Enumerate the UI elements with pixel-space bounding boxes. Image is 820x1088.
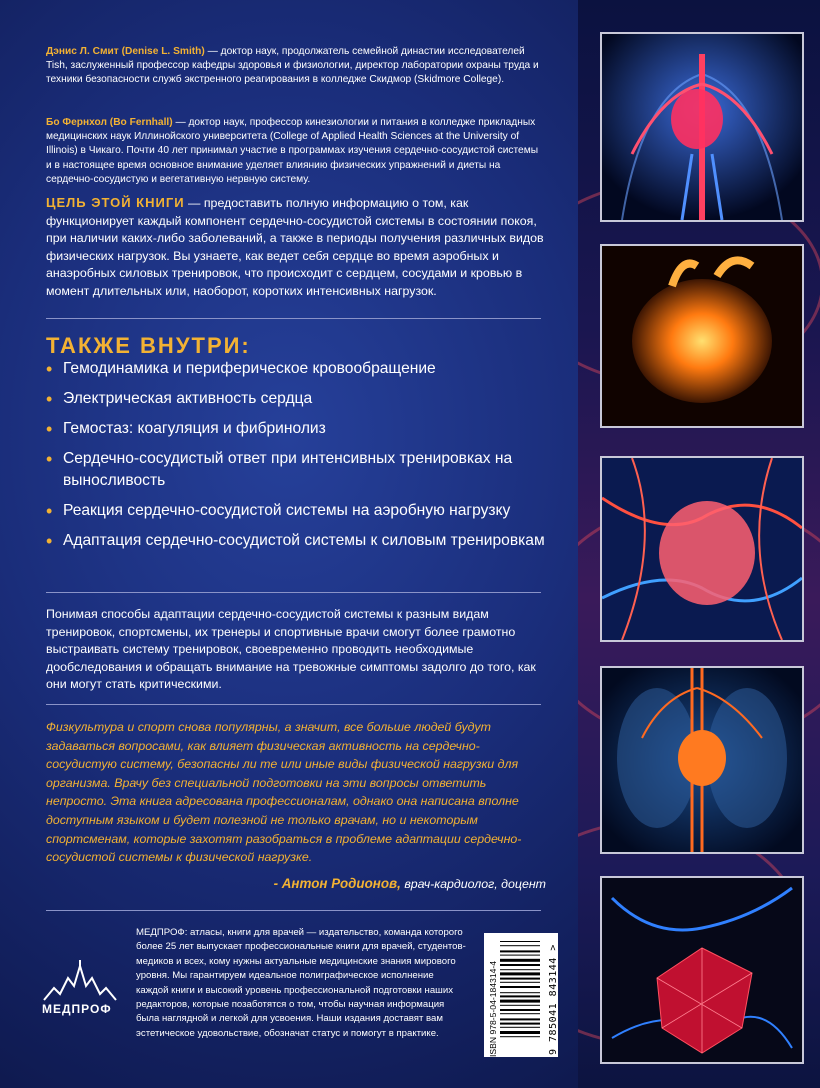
publisher-description: МЕДПРОФ: атласы, книги для врачей — издательство, команда которого более 25 лет выпускает профессиональные книги для врачей, студентов-медиков и всех, кому нужны актуальные медицинские знания мирового уровня. Мы гарантируем идеальное полиграфическое исполнение каждой книги и высокий уровень профессиональной подготовки наших редакторов, которые позаботятся о том, чтобы научная информация была наглядной и легкой для усвоения. Наши издания доставят вам эстетическое удовольствие, обозначат статус и помогут в практике. [136,927,466,1039]
divider [46,318,541,319]
polygon-heart-image [600,876,804,1064]
also-inside-title: ТАКЖЕ ВНУТРИ: [46,333,251,358]
author-name-fernhall: Бо Фернхол (Bo Fernhall) [46,117,173,128]
goal-heading: ЦЕЛЬ ЭТОЙ КНИГИ [46,195,185,210]
list-item: • Электрическая активность сердца [46,389,313,409]
bullet-icon: • [46,359,53,379]
author-bio-fernhall [46,116,546,187]
author-bio-smith [46,45,546,88]
quote-author [46,876,546,891]
also-inside-list [46,358,546,560]
publisher-logo-text: МЕДПРОФ [42,1002,112,1016]
body-circulation-image [600,32,804,222]
quote-author-role: врач-кардиолог, доцент [400,877,546,891]
list-item: • Гемодинамика и периферическое кровообращение [46,359,436,379]
bullet-icon: • [46,449,53,469]
book-goal [46,194,546,301]
barcode-number: 9 785041 843144 > [548,944,559,1055]
chest-heart-image [600,666,804,854]
list-item: • Реакция сердечно-сосудистой системы на аэробную нагрузку [46,501,511,521]
goal-text: — предоставить полную информацию о том, как функционирует каждый компонент сердечно-сосудистой системы в состоянии покоя, при наличии каких-либо заболеваний, а также в периоды получения различных видов физических нагрузок. Вы узнаете, как ведет себя сердце во время аэробных и анаэробных силовых тренировок, что происходит с сердцем, сосудами и кровью в момент длительных или, наоборот, коротких интенсивных нагрузок. [46,196,544,298]
review-quote: Физкультура и спорт снова популярны, а значит, все больше людей будут задаваться вопросами, как влияет физическая активность на сердечно-сосудистую систему, безопасны ли те или иные виды физической нагрузки для организма. Врачу без специальной подготовки на эти вопросы ответить непросто. Эта книга адресована профессионалам, однако она написана вполне доступным языком и будет полезной не только врачам, но и некоторым спортсменам, которые захотят разобраться в проблеме адаптации сердечно-сосудистой системы к физической нагрузке. [46,720,522,865]
divider [46,704,541,705]
author-bio-smith-text: — доктор наук, продолжатель семейной династии исследователей Tish, заслуженный профессор кафедры здоровья и физиологии, директор лаборатории охраны труда и техники безопасности служб экстренного реагирования в колледже Скидмор (Skidmore College). [46,46,539,86]
bullet-icon: • [46,501,53,521]
heart-vessels-image [600,456,804,642]
author-bio-fernhall-text: — доктор наук, профессор кинезиологии и питания в колледже прикладных медицинских наук Иллинойского университета (College of Applied Health Sciences at the University of Illinois) в Чикаго. Почти 40 лет принимал участие в программах изучения сердечно-сосудистой системы и в настоящее время основное внимание уделяет влиянию физических упражнений и диеты на сердечно-сосудистую и вегетативную нервную систему. [46,117,539,185]
list-item: • Гемостаз: коагуляция и фибринолиз [46,419,326,439]
author-name-smith: Дэнис Л. Смит (Denise L. Smith) [46,46,205,57]
quote-author-name: - Антон Родионов, [273,876,401,891]
isbn-text: ISBN 978-5-04-184314-4 [488,960,498,1057]
bullet-icon: • [46,419,53,439]
list-item: • Сердечно-сосудистый ответ при интенсивных тренировках на выносливость [46,449,513,489]
list-item: • Адаптация сердечно-сосудистой системы к силовым тренировкам [46,531,545,551]
divider [46,592,541,593]
summary-paragraph: Понимая способы адаптации сердечно-сосудистой системы к разным видам тренировок, спортсмены, их тренеры и спортивные врачи смогут более грамотно выстраивать систему тренировок, своевременно проводить необходимые дообследования и обращать внимание на тревожные симптомы задолго до того, как они могут стать критическими. [46,607,536,692]
bullet-icon: • [46,389,53,409]
glowing-heart-image [600,244,804,428]
bullet-icon: • [46,531,53,551]
divider [46,910,541,911]
